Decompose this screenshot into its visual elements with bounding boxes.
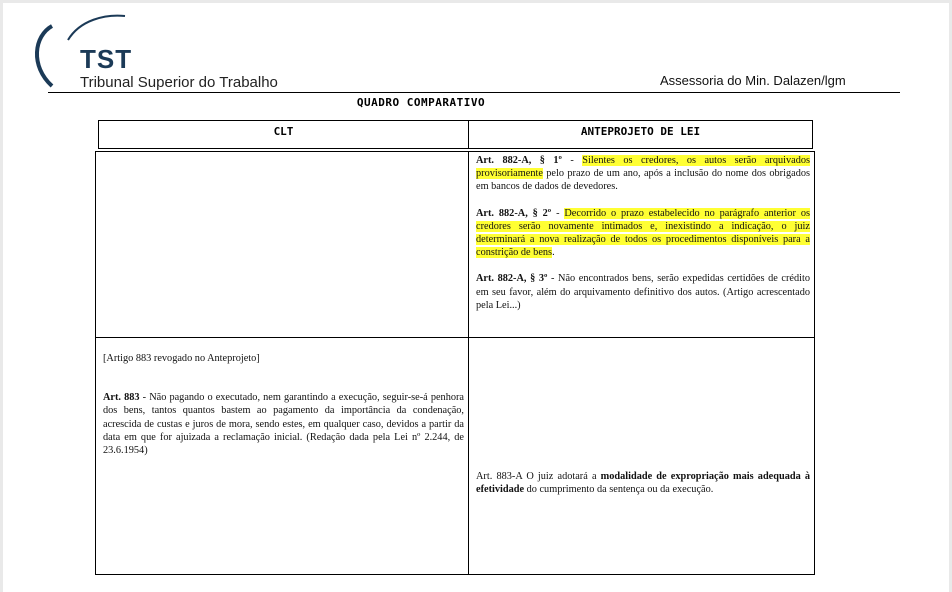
header-divider [48, 92, 900, 93]
article-ref: Art. 882-A, § 3º [476, 273, 548, 285]
paragraph-882a-3: Art. 882-A, § 3º - Não encontrados bens, serão expedidas certidões de crédito em seu favor, além do arquivamento definitivo dos autos. (Artigo acrescentado pela Lei...) [476, 273, 810, 311]
paragraph-883: Art. 883 - Não pagando o executado, nem garantindo a execução, seguir-se-á penhora dos bens, tantos quantos bastem ao pagamento da importância da condenação, acrescida de custas e juros de mora, sendo estes, em qualquer caso, devidos a partir da data em que for ajuizada a reclamação inicial. (Redação dada pela Lei nº 2.244, de 23.6.1954) [103, 392, 464, 457]
column-header-anteprojeto: ANTEPROJETO DE LEI [468, 120, 813, 149]
paragraph-882a-1: Art. 882-A, § 1º - Silentes os credores, os autos serão arquivados provisoriamente pelo prazo de um ano, após a inclusão do nome dos obrigados em bancos de dados de devedores. [476, 155, 811, 193]
table-cell-row2-clt [95, 337, 469, 575]
header-right-text: Assessoria do Min. Dalazen/lgm [660, 73, 846, 88]
tst-logo [30, 14, 280, 94]
paragraph-883a: Art. 883-A O juiz adotará a modalidade de expropriação mais adequada à efetividade do cumprimento da sentença ou da execução. [476, 471, 811, 496]
column-header-clt: CLT [98, 120, 469, 149]
article-ref: Art. 882-A, § 1º [476, 155, 562, 166]
revoked-note: [Artigo 883 revogado no Anteprojeto] [103, 353, 260, 364]
highlighted-text: Silentes os credores, os autos serão arquivados provisoriamente [476, 155, 811, 180]
logo-text: TST [80, 44, 133, 74]
paragraph-882a-2: Art. 882-A, § 2º - Decorrido o prazo estabelecido no parágrafo anterior os credores serão novamente intimados e, inexistindo a indicação, o juiz determinará a nova realização de todos os procedimentos disponíveis para a constrição de bens. [476, 207, 811, 259]
document-title: QUADRO COMPARATIVO [356, 96, 486, 109]
logo-subtitle: Tribunal Superior do Trabalho [80, 74, 278, 91]
table-cell-row1-clt [95, 151, 469, 338]
article-ref: Art. 883 [103, 392, 140, 404]
table-cell-row2-anteprojeto [468, 337, 815, 575]
table-cell-row1-anteprojeto [468, 151, 815, 338]
highlighted-text: Decorrido o prazo estabelecido no parágrafo anterior os credores serão novamente intimados e, inexistindo a indicação, o juiz determinará a nova realização de todos os procedimentos disponíveis para a constrição de bens [476, 207, 811, 259]
article-ref: Art. 882-A, § 2º [476, 207, 552, 219]
